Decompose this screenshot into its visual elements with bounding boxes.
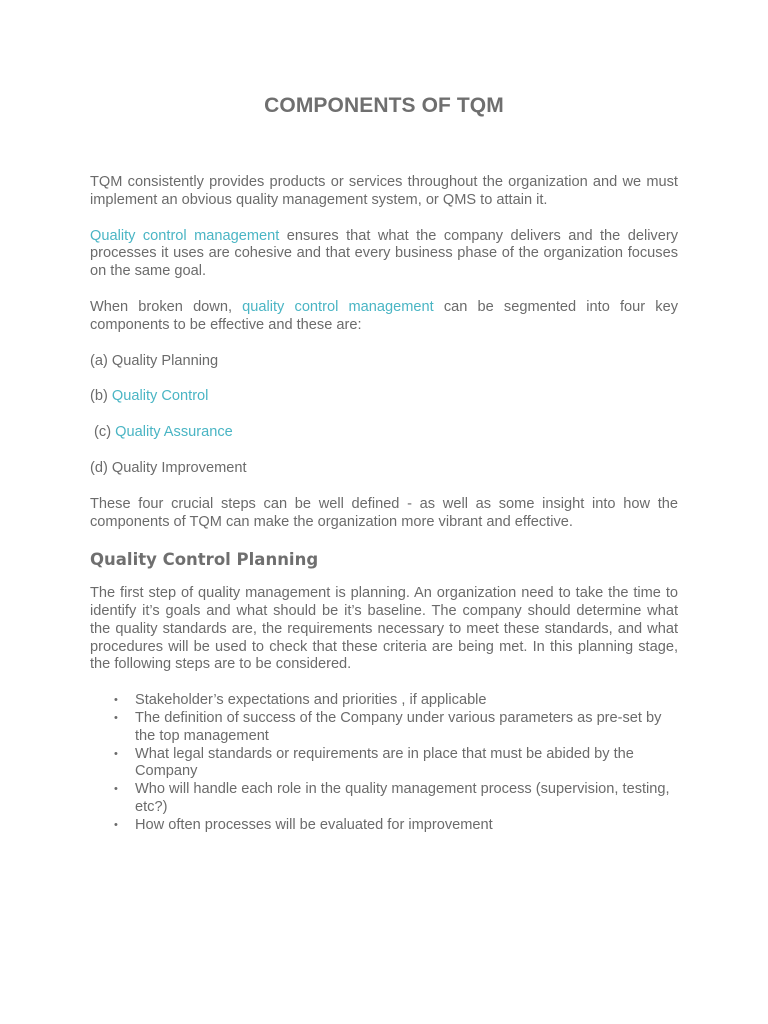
quality-control-link[interactable]: Quality Control	[111, 388, 209, 405]
bullet-icon: •	[114, 711, 118, 724]
section-body-paragraph: The first step of quality management is planning. An organization need to take the time to identify it’s goals and what should be it’s baseline. The company should determine what the quality standards are, the requirements necessary to meet these standards, and what procedures will be used to check that these criteria are being met. In this planning stage, the following steps are to be considered.	[90, 585, 678, 673]
component-item-a: (a) Quality Planning	[90, 352, 219, 369]
intro-paragraph: TQM consistently provides products or services throughout the organization and we must implement an obvious quality management system, or QMS to attain it.	[90, 174, 678, 208]
quality-control-management-link-2[interactable]: quality control management	[242, 298, 434, 315]
component-item-d: (d) Quality Improvement	[90, 459, 247, 476]
quality-control-paragraph	[90, 228, 678, 281]
list-item	[90, 746, 678, 782]
list-item	[90, 781, 678, 817]
component-item-c-prefix: (c)	[90, 424, 116, 441]
list-item-text: The definition of success of the Company under various parameters as pre-set by the top management	[135, 709, 662, 744]
list-item-text: Who will handle each role in the quality management process (supervision, testing, etc?)	[135, 781, 670, 815]
bullet-icon: •	[114, 694, 118, 707]
component-item-b-prefix: (b)	[90, 388, 112, 405]
component-item-c	[90, 424, 678, 442]
page-title: COMPONENTS OF TQM	[264, 94, 504, 117]
bullet-icon: •	[114, 818, 118, 831]
section-heading: Quality Control Planning	[90, 550, 319, 570]
component-item-b	[90, 388, 678, 406]
list-item-text: What legal standards or requirements are in place that must be abided by the Company	[135, 745, 634, 780]
list-item	[90, 817, 678, 835]
components-paragraph-text: can be segmented into four key components to be effective and these are:	[90, 298, 678, 333]
quality-assurance-link[interactable]: Quality Assurance	[115, 424, 233, 441]
list-item-text: Stakeholder’s expectations and priorities , if applicable	[135, 692, 487, 709]
list-item	[90, 710, 678, 746]
components-paragraph	[90, 299, 678, 335]
summary-paragraph: These four crucial steps can be well defined - as well as some insight into how the components of TQM can make the organization more vibrant and effective.	[90, 495, 678, 530]
bullet-icon: •	[114, 783, 118, 796]
bullet-icon: •	[114, 747, 118, 760]
document-body	[90, 174, 678, 835]
quality-control-paragraph-text: ensures that what the company delivers and the delivery processes it uses are cohesive and that every business phase of the organization focuses on the same goal.	[90, 227, 679, 280]
components-paragraph-start: When broken down,	[90, 298, 243, 315]
list-item-text: How often processes will be evaluated for improvement	[135, 816, 493, 833]
list-item	[90, 692, 678, 710]
considerations-list	[90, 692, 678, 834]
quality-control-management-link[interactable]: Quality control management	[90, 227, 280, 244]
